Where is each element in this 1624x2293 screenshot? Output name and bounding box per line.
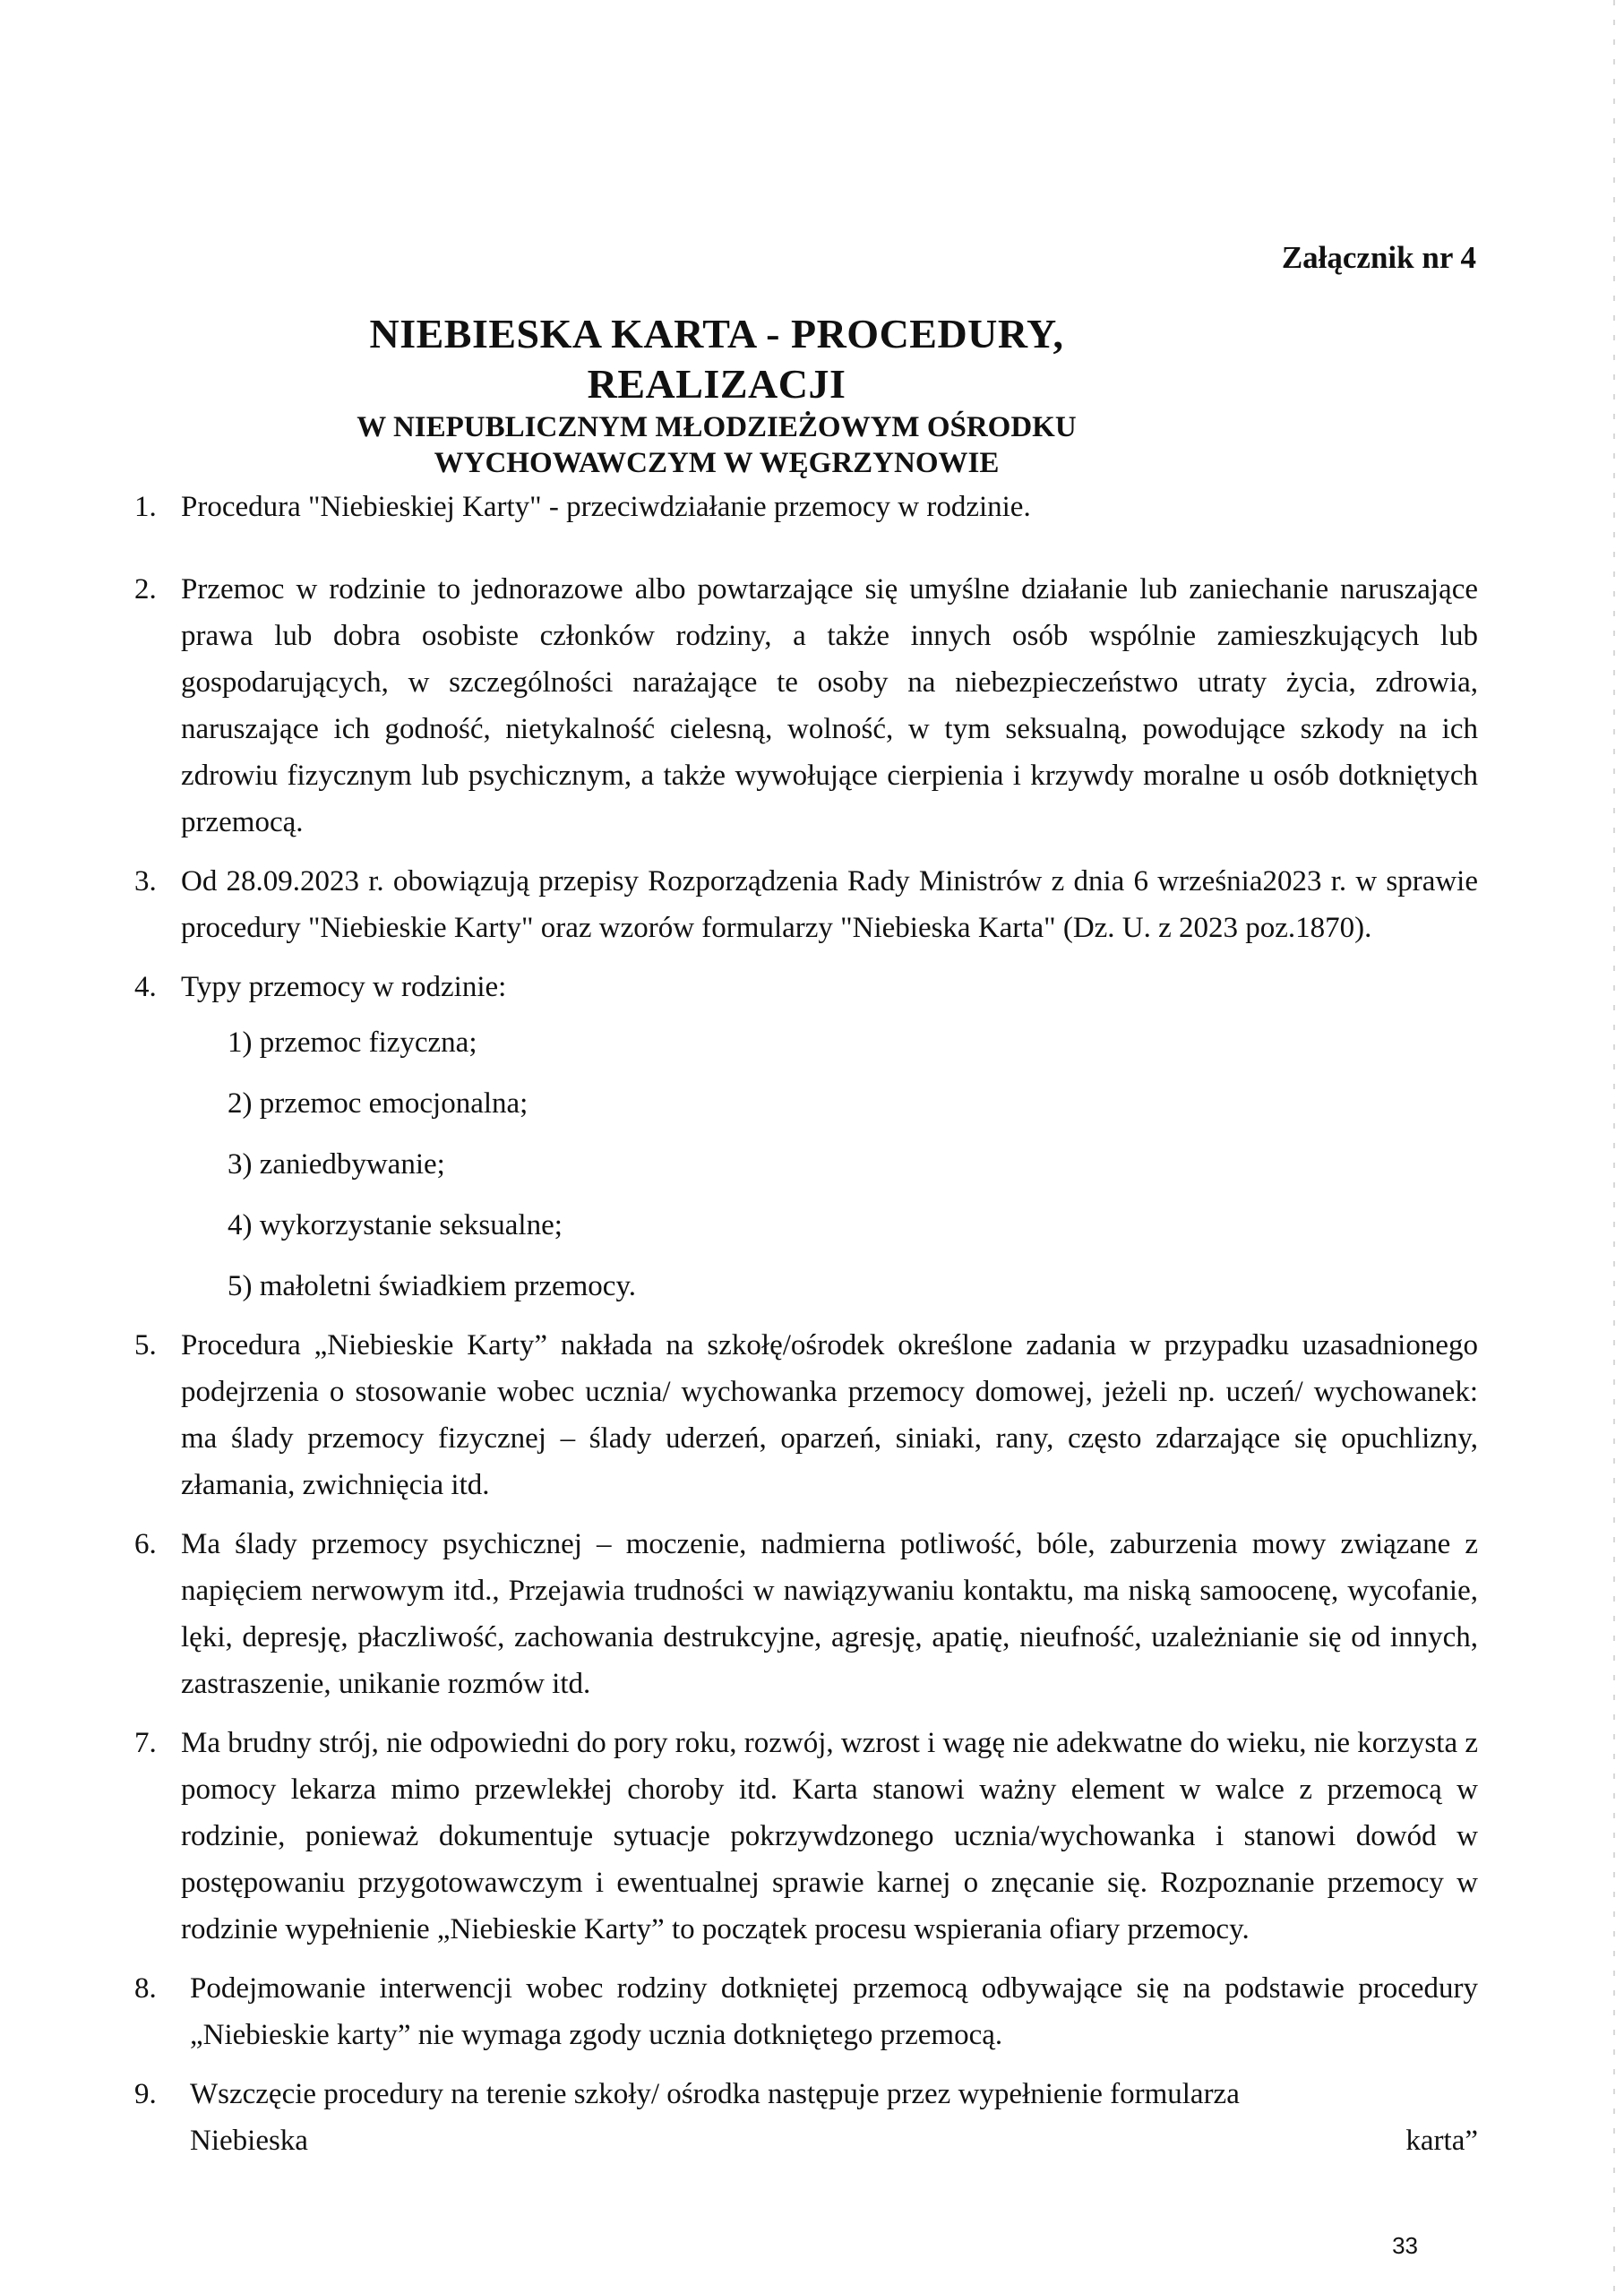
page-number: 33 (1392, 2232, 1418, 2259)
item-text: Ma brudny strój, nie odpowiedni do pory roku, rozwój, wzrost i wagę nie adekwatne do wieku, nie korzysta z pomocy lekarza mimo przewlekłej choroby itd. Karta stanowi ważny element w walce z przemocą w rodzinie, ponieważ dokumentuje sytuacje pokrzywdzonego ucznia/wychowanka i stanowi dowód w postępowaniu przygotowawczym i ewentualnej sprawie karnej o znęcanie się. Rozpoznanie przemocy w rodzinie wypełnienie „Niebieskie Karty” to początek procesu wspierania ofiary przemocy. (181, 1727, 1478, 1945)
item-number: 1. (134, 491, 157, 523)
item-text: Procedura "Niebieskiej Karty" - przeciwdziałanie przemocy w rodzinie. (181, 491, 1031, 523)
list-item (134, 1521, 1478, 1707)
item-number: 6. (134, 1528, 157, 1560)
list-item (134, 484, 1478, 530)
item-last-line (190, 2117, 1478, 2164)
item-last-line-left: Niebieska (190, 2125, 308, 2157)
title-line-2: W NIEPUBLICZNYM MŁODZIEŻOWYM OŚRODKU (357, 411, 1077, 443)
title-main: NIEBIESKA KARTA - PROCEDURY, REALIZACJI (369, 311, 1064, 407)
attachment-label: Załącznik nr 4 (1281, 240, 1476, 275)
list-item (134, 2071, 1478, 2164)
list-item (134, 566, 1478, 846)
item-number: 4. (134, 971, 157, 1003)
list-item (134, 858, 1478, 951)
list-item (134, 964, 1478, 1310)
sub-list-item: 3) zaniedbywanie; (228, 1148, 445, 1181)
title-line-3: WYCHOWAWCZYM W WĘGRZYNOWIE (434, 447, 1000, 479)
violence-types-list (181, 1019, 1478, 1310)
sub-list-item: 2) przemoc emocjonalna; (228, 1087, 528, 1120)
item-text: Podejmowanie interwencji wobec rodziny dotkniętej przemocą odbywające się na podstawie procedury „Niebieskie karty” nie wymaga zgody ucznia dotkniętego przemocą. (190, 1972, 1478, 2051)
item-text: Od 28.09.2023 r. obowiązują przepisy Rozporządzenia Rady Ministrów z dnia 6 września2023 r. w sprawie procedury "Niebieskie Karty" oraz wzorów formularzy "Niebieska Karta" (Dz. U. z 2023 poz.1870). (181, 865, 1478, 944)
item-number: 7. (134, 1727, 157, 1759)
item-text: Ma ślady przemocy psychicznej – moczenie, nadmierna potliwość, bóle, zaburzenia mowy związane z napięciem nerwowym itd., Przejawia trudności w nawiązywaniu kontaktu, ma niską samoocenę, wycofanie, lęki, depresję, płaczliwość, zachowania destrukcyjne, agresję, apatię, nieufność, uzależnianie się od innych, zastraszenie, unikanie rozmów itd. (181, 1528, 1478, 1700)
item-number: 9. (134, 2078, 157, 2110)
list-item (134, 1322, 1478, 1508)
item-text: Typy przemocy w rodzinie: (181, 971, 507, 1003)
list-item (134, 1965, 1478, 2058)
item-number: 2. (134, 573, 157, 605)
item-text: Wszczęcie procedury na terenie szkoły/ ośrodka następuje przez wypełnienie formularza (190, 2078, 1240, 2110)
item-text: Procedura „Niebieskie Karty” nakłada na szkołę/ośrodek określone zadania w przypadku uzasadnionego podejrzenia o stosowanie wobec ucznia/ wychowanka przemocy domowej, jeżeli np. uczeń/ wychowanek: ma ślady przemocy fizycznej – ślady uderzeń, oparzeń, siniaki, rany, często zdarzające się opuchlizny, złamania, zwichnięcia itd. (181, 1329, 1478, 1501)
sub-list-item: 5) małoletni świadkiem przemocy. (228, 1270, 637, 1302)
item-number: 8. (134, 1972, 157, 2005)
item-last-line-right: karta” (1405, 2125, 1478, 2157)
sub-list-item: 1) przemoc fizyczna; (228, 1026, 477, 1059)
item-number: 3. (134, 865, 157, 897)
item-number: 5. (134, 1329, 157, 1361)
document-title (269, 309, 1164, 481)
list-item (134, 1720, 1478, 1953)
document-body (134, 484, 1478, 2164)
scan-edge-divider (1613, 0, 1615, 2293)
sub-list-item: 4) wykorzystanie seksualne; (228, 1209, 563, 1241)
item-text: Przemoc w rodzinie to jednorazowe albo powtarzające się umyślne działanie lub zaniechanie naruszające prawa lub dobra osobiste członków rodziny, a także innych osób wspólnie zamieszkujących lub gospodarujących, w szczególności narażające te osoby na niebezpieczeństwo utraty życia, zdrowia, naruszające ich godność, nietykalność cielesną, wolność, w tym seksualną, powodujące szkody na ich zdrowiu fizycznym lub psychicznym, a także wywołujące cierpienia i krzywdy moralne u osób dotkniętych przemocą. (181, 573, 1478, 838)
